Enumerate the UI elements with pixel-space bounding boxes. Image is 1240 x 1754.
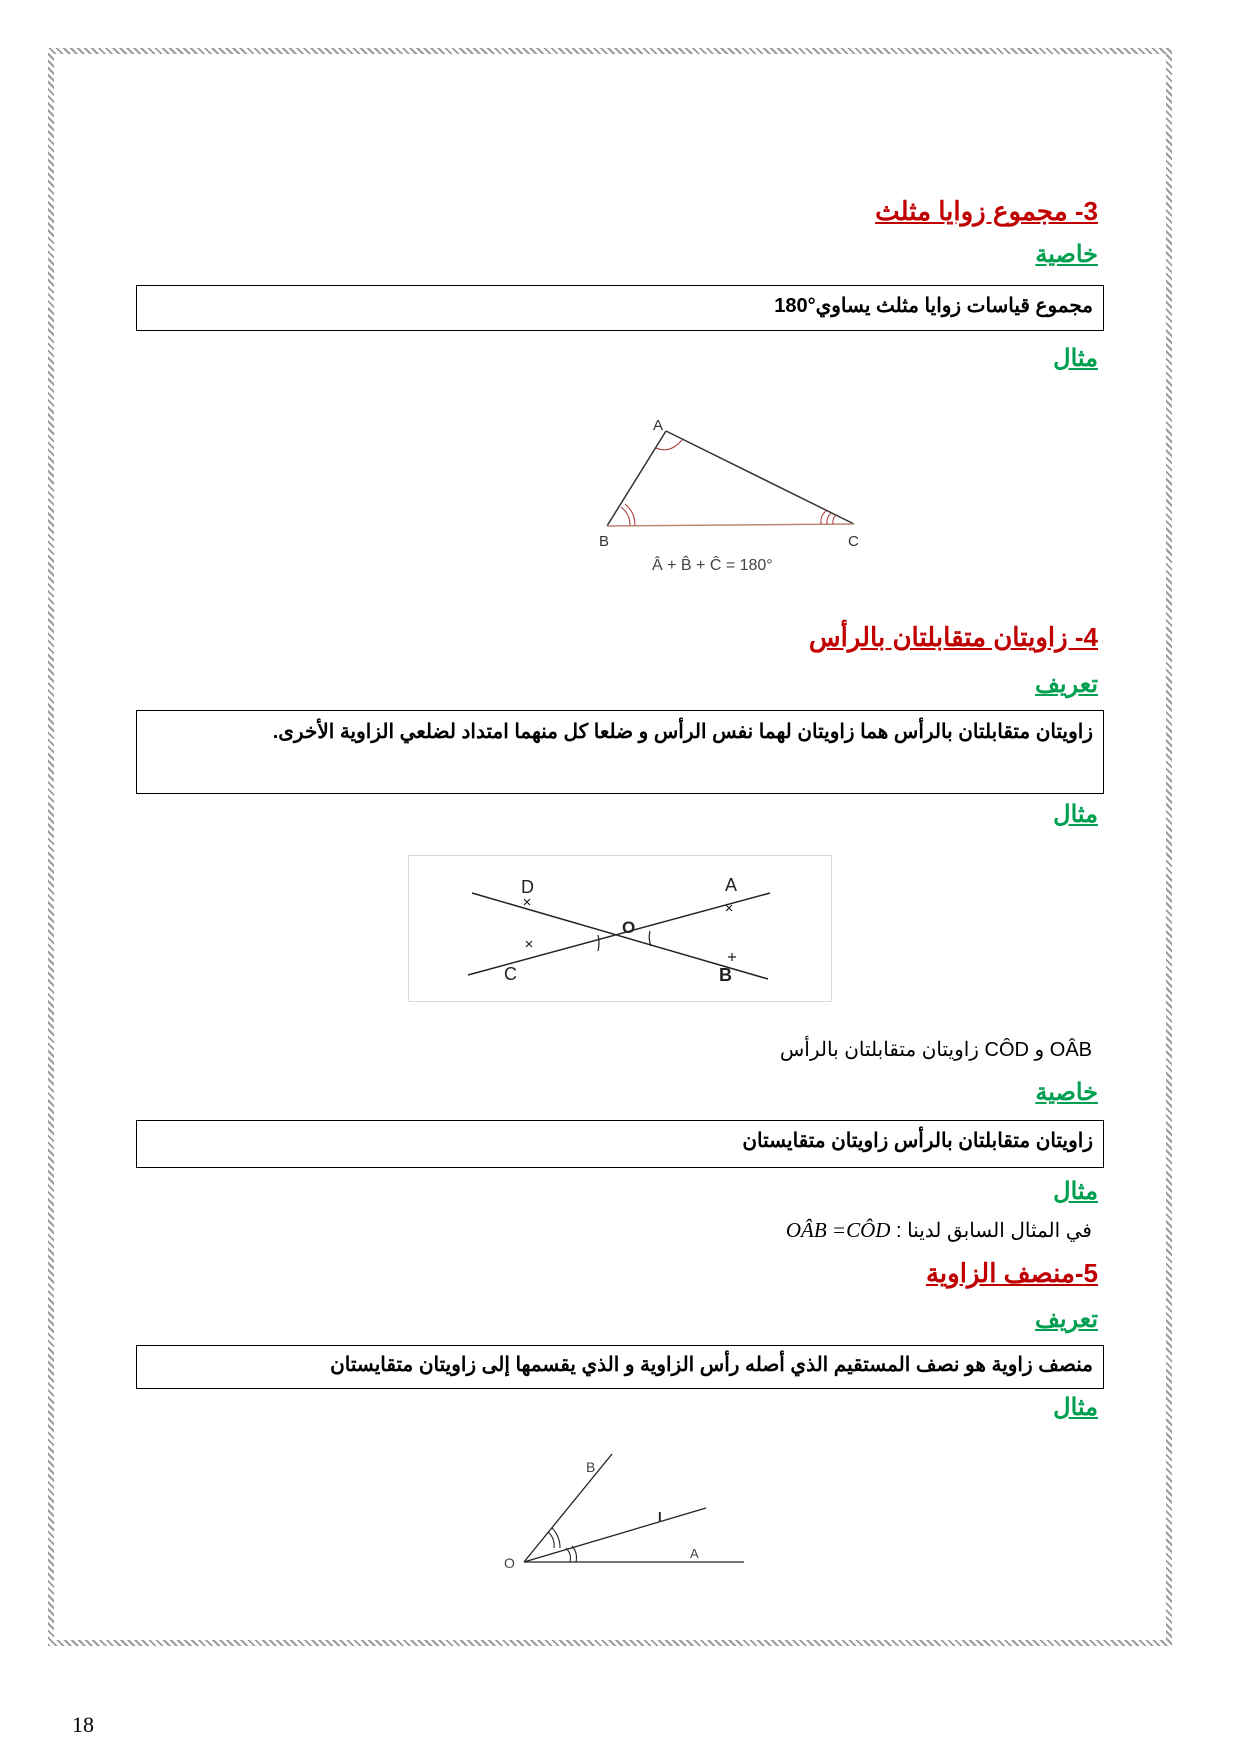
section5-example-label: مثال [1053, 1394, 1098, 1421]
figure-frame [409, 856, 832, 1002]
section3-example-label: مثال [1053, 345, 1098, 372]
section4-example-caption: زاويتان متقابلتان بالرأس [779, 1039, 979, 1061]
section3-property-label: خاصية [1035, 241, 1098, 268]
angle-c-arc-2 [827, 513, 831, 524]
label-a: A [653, 417, 664, 434]
section3-property-text: مجموع قياسات زوايا مثلث يساوي°180 [774, 295, 1093, 317]
section4-property-text: زاويتان متقابلتان بالرأس زاويتان متقايستان [742, 1130, 1093, 1152]
section4-definition-label: تعريف [1034, 671, 1098, 698]
angle-bisector-figure [500, 1440, 750, 1575]
section4-example-label: مثال [1053, 801, 1098, 828]
section4-definition-box [136, 710, 1104, 794]
label-b: B [719, 965, 732, 985]
section4-example2-formula: OÂB =CÔD [785, 1218, 891, 1242]
label-d: D [521, 877, 534, 897]
vertical-angles-figure [408, 855, 832, 1003]
angle-arc-2 [552, 1528, 560, 1548]
angle-arc-3 [566, 1548, 571, 1562]
section4-example-text [780, 1037, 1092, 1062]
section5-definition-box [136, 1345, 1104, 1389]
angle-sum-formula: Â + B̂ + Ĉ = 180° [652, 557, 773, 572]
section4-definition-text: زاويتان متقابلتان بالرأس هما زاويتان لهما نفس الرأس و ضلعا كل منهما امتداد لضلعي الزاوية الأخرى. [272, 721, 1093, 743]
angle-c-arc [821, 511, 826, 524]
triangle-side-bc [607, 524, 854, 526]
section4-property-box [136, 1120, 1104, 1168]
angle-b-arc [621, 507, 630, 525]
triangle-side-ac [666, 431, 854, 524]
label-a: A [690, 1546, 699, 1561]
section5-definition-label: تعريف [1034, 1306, 1098, 1333]
label-o: O [504, 1555, 515, 1571]
page-number: 18 [72, 1712, 94, 1737]
section3-property-box [136, 285, 1104, 331]
section5-title: 5-منصف الزاوية [925, 1258, 1098, 1288]
section4-title: 4- زاويتان متقابلتان بالرأس [808, 622, 1098, 652]
section4-property-label: خاصية [1035, 1079, 1098, 1106]
angle-arc-1 [548, 1532, 554, 1548]
label-o: O [622, 918, 636, 937]
ray-ob [524, 1454, 612, 1562]
section4-example2-line [786, 1218, 1092, 1243]
label-b: B [599, 533, 610, 550]
section3-title: 3- مجموع زوايا مثلث [875, 196, 1098, 226]
section4-example-angles: CÔD و OÂB [984, 1039, 1092, 1061]
triangle-figure [590, 412, 880, 572]
triangle-side-ab [607, 431, 666, 526]
label-b: B [586, 1459, 596, 1475]
section5-definition-text: منصف زاوية هو نصف المستقيم الذي أصله رأس الزاوية و الذي يقسمها إلى زاويتان متقايستان [330, 1354, 1093, 1376]
angle-c-arc-3 [833, 515, 836, 524]
angle-arc-4 [572, 1546, 577, 1562]
label-c: C [504, 964, 517, 984]
section4-example2-text: في المثال السابق لدينا : [895, 1220, 1092, 1242]
label-c: C [848, 533, 859, 550]
label-i: I [658, 1509, 662, 1524]
label-a: A [725, 875, 738, 895]
section4-example2-label: مثال [1053, 1178, 1098, 1205]
